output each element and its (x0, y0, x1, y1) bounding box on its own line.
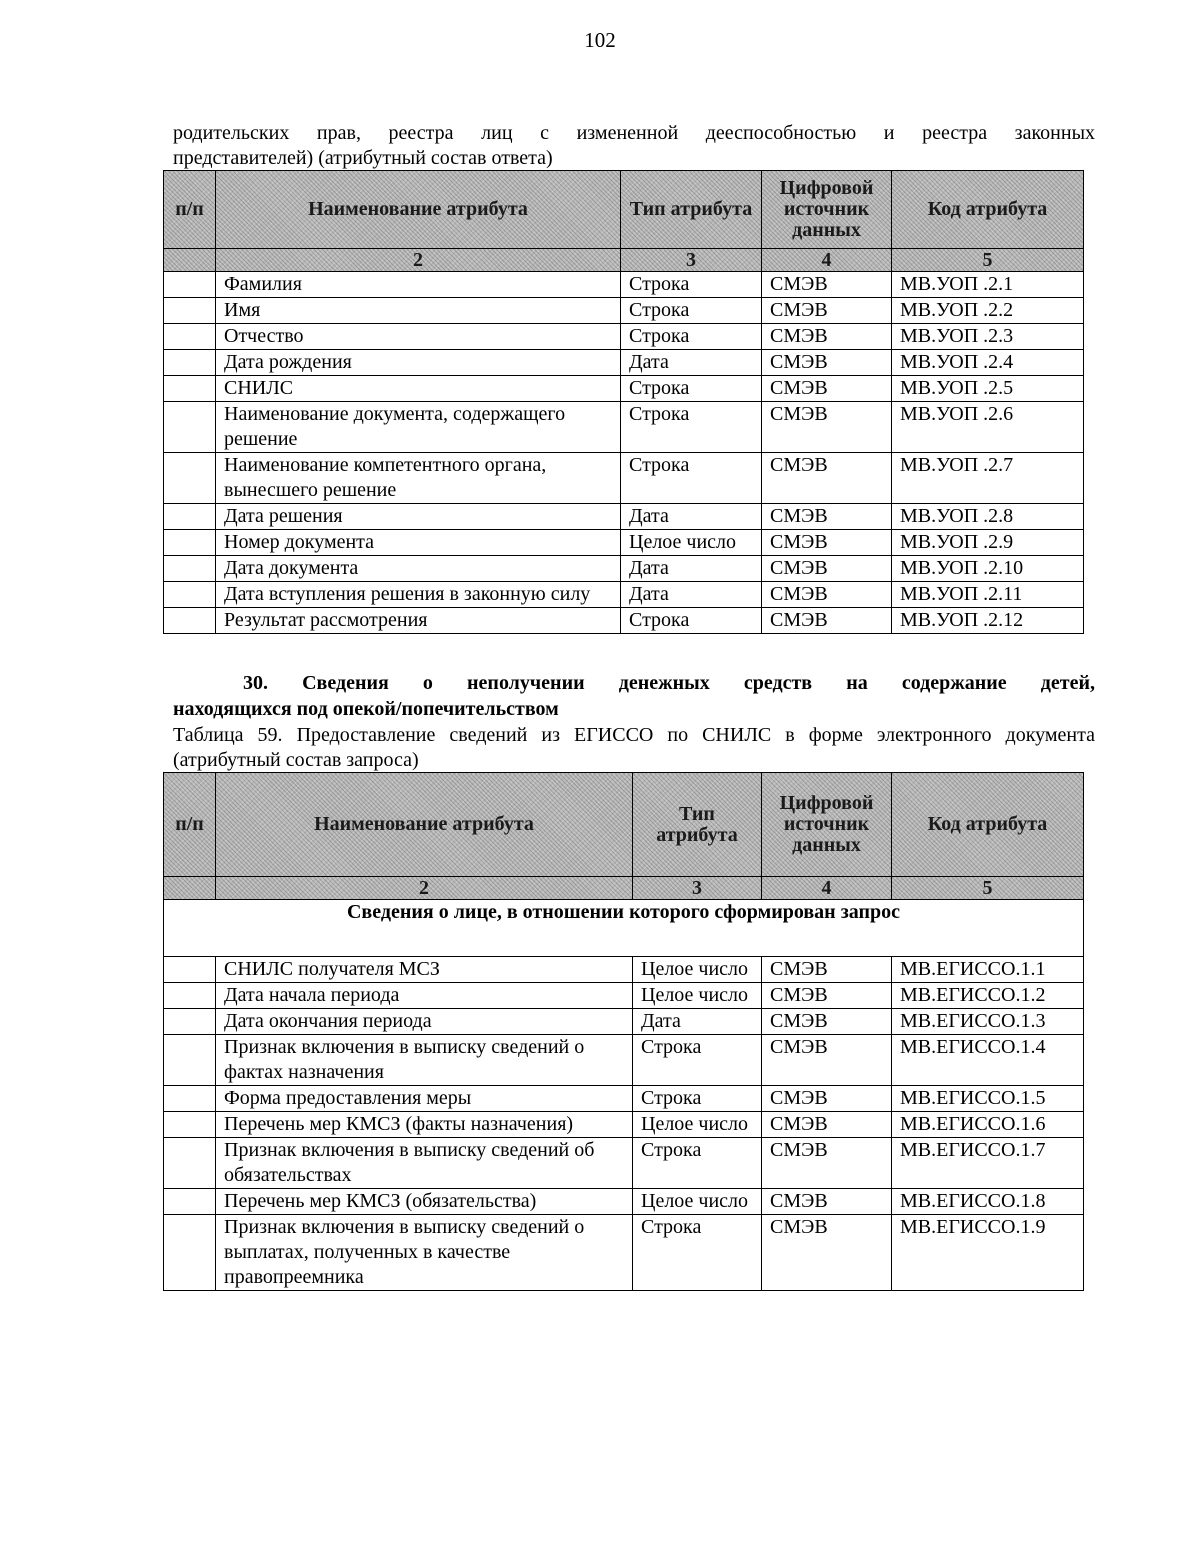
table-row (164, 608, 1084, 634)
attribute-type-cell: Строка (633, 1138, 762, 1189)
attribute-name-cell: Признак включения в выписку сведений о фактах назначения (216, 1035, 633, 1086)
table-row (164, 1138, 1084, 1189)
attribute-code-cell: МВ.УОП .2.1 (892, 272, 1084, 298)
section30-heading-line2: находящихся под опекой/попечительством (173, 698, 559, 720)
attribute-code-cell: МВ.УОП .2.5 (892, 376, 1084, 402)
attribute-name-cell: Наименование компетентного органа, вынесшего решение (216, 453, 621, 504)
table1-header-type: Тип атрибута (621, 171, 762, 249)
attribute-code-cell: МВ.ЕГИССО.1.2 (892, 983, 1084, 1009)
attribute-code-cell: МВ.УОП .2.3 (892, 324, 1084, 350)
row-number-cell (164, 1138, 216, 1189)
attribute-type-cell: Целое число (633, 983, 762, 1009)
attribute-name-cell: Перечень мер КМСЗ (факты назначения) (216, 1112, 633, 1138)
table-row (164, 402, 1084, 453)
table1-colnum-4: 4 (762, 249, 892, 272)
table2-caption-line2: (атрибутный состав запроса) (173, 749, 419, 771)
data-source-cell: СМЭВ (762, 608, 892, 634)
attribute-name-cell: Наименование документа, содержащего решение (216, 402, 621, 453)
table1-colnum-3: 3 (621, 249, 762, 272)
attribute-type-cell: Целое число (633, 1112, 762, 1138)
attribute-code-cell: МВ.УОП .2.10 (892, 556, 1084, 582)
row-number-cell (164, 1086, 216, 1112)
section30-heading-line1: 30. Сведения о неполучении денежных средств на содержание детей, (243, 672, 1095, 694)
attribute-type-cell: Дата (633, 1009, 762, 1035)
row-number-cell (164, 983, 216, 1009)
table2-header-type: Тип атрибута (633, 773, 762, 877)
table2-section-title: Сведения о лице, в отношении которого сформирован запрос (164, 900, 1084, 957)
table1-header-source: Цифровой источник данных (762, 171, 892, 249)
table-row (164, 1215, 1084, 1291)
attribute-code-cell: МВ.ЕГИССО.1.9 (892, 1215, 1084, 1291)
attribute-type-cell: Строка (633, 1086, 762, 1112)
attribute-name-cell: Отчество (216, 324, 621, 350)
table-row (164, 298, 1084, 324)
table2-header-numbers-row (164, 877, 1084, 900)
data-source-cell: СМЭВ (762, 983, 892, 1009)
data-source-cell: СМЭВ (762, 1138, 892, 1189)
attribute-code-cell: МВ.УОП .2.12 (892, 608, 1084, 634)
attribute-name-cell: Дата начала периода (216, 983, 633, 1009)
row-number-cell (164, 1035, 216, 1086)
table1-header-name: Наименование атрибута (216, 171, 621, 249)
attribute-code-cell: МВ.УОП .2.8 (892, 504, 1084, 530)
attribute-type-cell: Строка (621, 272, 762, 298)
attribute-name-cell: Дата вступления решения в законную силу (216, 582, 621, 608)
table1-colnum-1 (164, 249, 216, 272)
table2-colnum-4: 4 (762, 877, 892, 900)
row-number-cell (164, 1215, 216, 1291)
attribute-type-cell: Строка (621, 376, 762, 402)
attribute-name-cell: Дата решения (216, 504, 621, 530)
table-row (164, 957, 1084, 983)
row-number-cell (164, 556, 216, 582)
row-number-cell (164, 376, 216, 402)
table-row (164, 272, 1084, 298)
row-number-cell (164, 324, 216, 350)
data-source-cell: СМЭВ (762, 957, 892, 983)
data-source-cell: СМЭВ (762, 453, 892, 504)
row-number-cell (164, 1009, 216, 1035)
table2-header-code: Код атрибута (892, 773, 1084, 877)
attribute-type-cell: Строка (621, 453, 762, 504)
row-number-cell (164, 504, 216, 530)
table-row (164, 453, 1084, 504)
attribute-code-cell: МВ.ЕГИССО.1.8 (892, 1189, 1084, 1215)
table-row (164, 1086, 1084, 1112)
attribute-code-cell: МВ.ЕГИССО.1.1 (892, 957, 1084, 983)
row-number-cell (164, 402, 216, 453)
table2-header-name: Наименование атрибута (216, 773, 633, 877)
table1-header-num: п/п (164, 171, 216, 249)
table1-header-numbers-row (164, 249, 1084, 272)
attribute-code-cell: МВ.ЕГИССО.1.4 (892, 1035, 1084, 1086)
table-row (164, 582, 1084, 608)
row-number-cell (164, 298, 216, 324)
attribute-name-cell: Дата рождения (216, 350, 621, 376)
attribute-type-cell: Целое число (621, 530, 762, 556)
attribute-name-cell: Признак включения в выписку сведений об обязательствах (216, 1138, 633, 1189)
attribute-code-cell: МВ.ЕГИССО.1.7 (892, 1138, 1084, 1189)
data-source-cell: СМЭВ (762, 402, 892, 453)
data-source-cell: СМЭВ (762, 324, 892, 350)
attribute-name-cell: Фамилия (216, 272, 621, 298)
table-row (164, 376, 1084, 402)
table2-header-source: Цифровой источник данных (762, 773, 892, 877)
table-row (164, 324, 1084, 350)
attribute-name-cell: Форма предоставления меры (216, 1086, 633, 1112)
table-row (164, 504, 1084, 530)
table-row (164, 530, 1084, 556)
row-number-cell (164, 530, 216, 556)
table2-colnum-1 (164, 877, 216, 900)
attribute-name-cell: Признак включения в выписку сведений о выплатах, полученных в качестве правопреемника (216, 1215, 633, 1291)
attribute-code-cell: МВ.УОП .2.6 (892, 402, 1084, 453)
table2-header-row (164, 773, 1084, 877)
table-row (164, 1112, 1084, 1138)
data-source-cell: СМЭВ (762, 376, 892, 402)
attribute-type-cell: Дата (621, 556, 762, 582)
row-number-cell (164, 453, 216, 504)
row-number-cell (164, 957, 216, 983)
attribute-type-cell: Целое число (633, 1189, 762, 1215)
attribute-code-cell: МВ.ЕГИССО.1.3 (892, 1009, 1084, 1035)
data-source-cell: СМЭВ (762, 582, 892, 608)
row-number-cell (164, 350, 216, 376)
data-source-cell: СМЭВ (762, 1112, 892, 1138)
table1 (163, 170, 1084, 634)
table2-header-num: п/п (164, 773, 216, 877)
attribute-name-cell: Дата документа (216, 556, 621, 582)
data-source-cell: СМЭВ (762, 1035, 892, 1086)
row-number-cell (164, 582, 216, 608)
table1-colnum-5: 5 (892, 249, 1084, 272)
attribute-type-cell: Строка (621, 298, 762, 324)
attribute-type-cell: Строка (621, 324, 762, 350)
data-source-cell: СМЭВ (762, 1189, 892, 1215)
row-number-cell (164, 272, 216, 298)
table-row (164, 556, 1084, 582)
attribute-type-cell: Дата (621, 504, 762, 530)
data-source-cell: СМЭВ (762, 504, 892, 530)
data-source-cell: СМЭВ (762, 1009, 892, 1035)
attribute-code-cell: МВ.ЕГИССО.1.6 (892, 1112, 1084, 1138)
data-source-cell: СМЭВ (762, 350, 892, 376)
attribute-code-cell: МВ.ЕГИССО.1.5 (892, 1086, 1084, 1112)
table1-colnum-2: 2 (216, 249, 621, 272)
attribute-name-cell: Перечень мер КМСЗ (обязательства) (216, 1189, 633, 1215)
table-row (164, 1189, 1084, 1215)
table2-caption-line1: Таблица 59. Предоставление сведений из ЕГИССО по СНИЛС в форме электронного документа (173, 724, 1095, 746)
attribute-code-cell: МВ.УОП .2.11 (892, 582, 1084, 608)
table1-caption-line1: родительских прав, реестра лиц с измененной дееспособностью и реестра законных (173, 122, 1095, 144)
table-row (164, 1009, 1084, 1035)
table1-header-code: Код атрибута (892, 171, 1084, 249)
table1-header-row (164, 171, 1084, 249)
data-source-cell: СМЭВ (762, 298, 892, 324)
table-row (164, 1035, 1084, 1086)
attribute-code-cell: МВ.УОП .2.2 (892, 298, 1084, 324)
table-row (164, 983, 1084, 1009)
attribute-name-cell: Имя (216, 298, 621, 324)
data-source-cell: СМЭВ (762, 1086, 892, 1112)
table2-section-row (164, 900, 1084, 957)
attribute-type-cell: Дата (621, 582, 762, 608)
attribute-type-cell: Строка (633, 1035, 762, 1086)
row-number-cell (164, 608, 216, 634)
data-source-cell: СМЭВ (762, 1215, 892, 1291)
table2-colnum-2: 2 (216, 877, 633, 900)
table1-caption-line2: представителей) (атрибутный состав ответа) (173, 147, 553, 169)
table2-colnum-3: 3 (633, 877, 762, 900)
attribute-name-cell: Результат рассмотрения (216, 608, 621, 634)
attribute-code-cell: МВ.УОП .2.7 (892, 453, 1084, 504)
attribute-type-cell: Целое число (633, 957, 762, 983)
attribute-name-cell: СНИЛС получателя МСЗ (216, 957, 633, 983)
data-source-cell: СМЭВ (762, 272, 892, 298)
attribute-name-cell: СНИЛС (216, 376, 621, 402)
table2 (163, 772, 1084, 1291)
table-row (164, 350, 1084, 376)
row-number-cell (164, 1112, 216, 1138)
attribute-name-cell: Номер документа (216, 530, 621, 556)
attribute-type-cell: Дата (621, 350, 762, 376)
attribute-code-cell: МВ.УОП .2.9 (892, 530, 1084, 556)
table2-colnum-5: 5 (892, 877, 1084, 900)
attribute-code-cell: МВ.УОП .2.4 (892, 350, 1084, 376)
attribute-type-cell: Строка (621, 402, 762, 453)
row-number-cell (164, 1189, 216, 1215)
data-source-cell: СМЭВ (762, 556, 892, 582)
attribute-type-cell: Строка (621, 608, 762, 634)
attribute-type-cell: Строка (633, 1215, 762, 1291)
data-source-cell: СМЭВ (762, 530, 892, 556)
page-number: 102 (584, 28, 616, 52)
attribute-name-cell: Дата окончания периода (216, 1009, 633, 1035)
